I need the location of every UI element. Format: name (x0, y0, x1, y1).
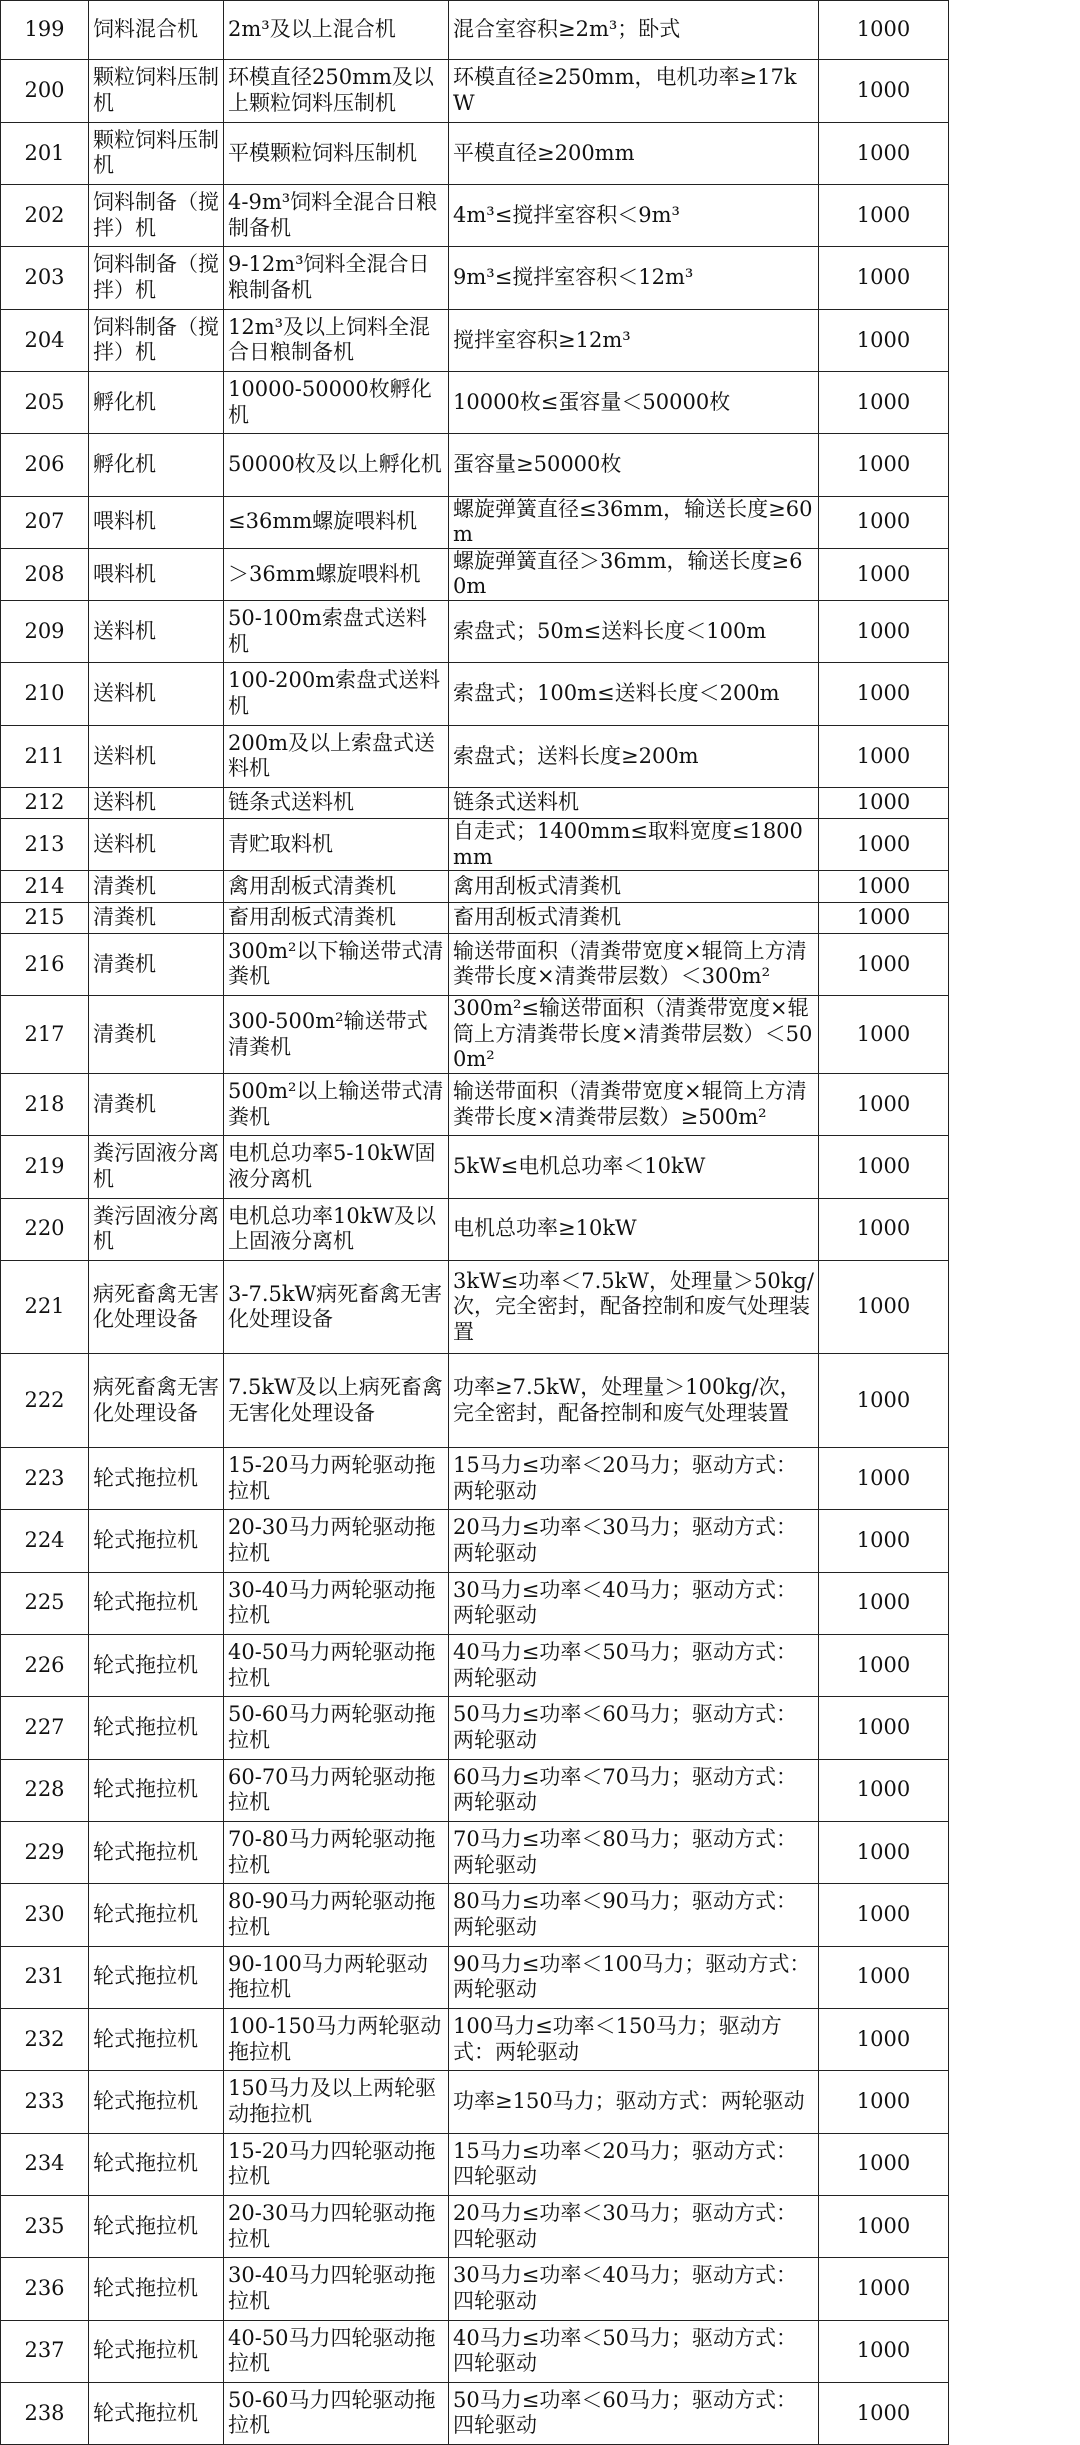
row-number: 224 (1, 1510, 89, 1572)
subsidy-amount: 1000 (819, 1697, 949, 1759)
spec-description: 搅拌室容积≥12m³ (449, 309, 819, 371)
spec-description: 15马力≤功率＜20马力；驱动方式：两轮驱动 (449, 1447, 819, 1509)
table-row (1, 309, 949, 371)
machine-item: 50-60马力两轮驱动拖拉机 (224, 1697, 449, 1759)
machine-category: 清粪机 (89, 933, 224, 995)
subsidy-amount: 1000 (819, 725, 949, 787)
machine-category: 轮式拖拉机 (89, 2008, 224, 2070)
spec-description: 输送带面积（清粪带宽度×辊筒上方清粪带长度×清粪带层数）≥500m² (449, 1073, 819, 1135)
machine-category: 送料机 (89, 725, 224, 787)
table-row (1, 1447, 949, 1509)
subsidy-amount: 1000 (819, 2071, 949, 2133)
row-number: 202 (1, 185, 89, 247)
table-row (1, 548, 949, 600)
row-number: 209 (1, 601, 89, 663)
spec-description: 300m²≤输送带面积（清粪带宽度×辊筒上方清粪带长度×清粪带层数）＜500m² (449, 996, 819, 1074)
row-number: 211 (1, 725, 89, 787)
machine-category: 孵化机 (89, 372, 224, 434)
subsidy-amount: 1000 (819, 2133, 949, 2195)
table-row (1, 871, 949, 902)
subsidy-amount: 1000 (819, 548, 949, 600)
machine-category: 轮式拖拉机 (89, 1821, 224, 1883)
row-number: 231 (1, 1946, 89, 2008)
subsidy-amount: 1000 (819, 1447, 949, 1509)
table-row (1, 2133, 949, 2195)
spec-description: 40马力≤功率＜50马力；驱动方式：四轮驱动 (449, 2320, 819, 2382)
subsidy-amount: 1000 (819, 1354, 949, 1448)
machine-item: 9-12m³饲料全混合日粮制备机 (224, 247, 449, 309)
machine-category: 轮式拖拉机 (89, 1884, 224, 1946)
spec-description: 50马力≤功率＜60马力；驱动方式：两轮驱动 (449, 1697, 819, 1759)
machine-item: 30-40马力四轮驱动拖拉机 (224, 2258, 449, 2320)
row-number: 233 (1, 2071, 89, 2133)
machine-category: 清粪机 (89, 871, 224, 902)
machine-item: 7.5kW及以上病死畜禽无害化处理设备 (224, 1354, 449, 1448)
machine-item: 50000枚及以上孵化机 (224, 434, 449, 496)
spec-description: 60马力≤功率＜70马力；驱动方式：两轮驱动 (449, 1759, 819, 1821)
spec-description: 15马力≤功率＜20马力；驱动方式：四轮驱动 (449, 2133, 819, 2195)
machine-category: 颗粒饲料压制机 (89, 60, 224, 122)
row-number: 203 (1, 247, 89, 309)
machine-category: 病死畜禽无害化处理设备 (89, 1260, 224, 1354)
subsidy-amount: 1000 (819, 60, 949, 122)
table-row (1, 996, 949, 1074)
machine-item: 20-30马力两轮驱动拖拉机 (224, 1510, 449, 1572)
spec-description: 混合室容积≥2m³；卧式 (449, 1, 819, 60)
spec-description: 自走式；1400mm≤取料宽度≤1800mm (449, 819, 819, 871)
table-row (1, 1884, 949, 1946)
table-row (1, 1510, 949, 1572)
machine-category: 轮式拖拉机 (89, 1447, 224, 1509)
machine-item: 禽用刮板式清粪机 (224, 871, 449, 902)
table-row (1, 902, 949, 933)
spec-description: 4m³≤搅拌室容积＜9m³ (449, 185, 819, 247)
spec-description: 输送带面积（清粪带宽度×辊筒上方清粪带长度×清粪带层数）＜300m² (449, 933, 819, 995)
row-number: 228 (1, 1759, 89, 1821)
table-row (1, 1946, 949, 2008)
table-row (1, 60, 949, 122)
subsidy-amount: 1000 (819, 372, 949, 434)
machine-category: 喂料机 (89, 548, 224, 600)
machine-item: 60-70马力两轮驱动拖拉机 (224, 1759, 449, 1821)
subsidy-amount: 1000 (819, 2258, 949, 2320)
spec-description: 70马力≤功率＜80马力；驱动方式：两轮驱动 (449, 1821, 819, 1883)
machine-item: 链条式送料机 (224, 788, 449, 819)
machine-item: 40-50马力两轮驱动拖拉机 (224, 1634, 449, 1696)
machine-category: 喂料机 (89, 496, 224, 548)
table-row (1, 1136, 949, 1198)
table-row (1, 1697, 949, 1759)
table-row (1, 2008, 949, 2070)
spec-description: 9m³≤搅拌室容积＜12m³ (449, 247, 819, 309)
row-number: 219 (1, 1136, 89, 1198)
machine-item: 电机总功率5-10kW固液分离机 (224, 1136, 449, 1198)
table-row (1, 2320, 949, 2382)
spec-description: 功率≥7.5kW，处理量＞100kg/次，完全密封，配备控制和废气处理装置 (449, 1354, 819, 1448)
machine-category: 轮式拖拉机 (89, 1510, 224, 1572)
table-row (1, 1821, 949, 1883)
table-row (1, 2258, 949, 2320)
machine-category: 清粪机 (89, 1073, 224, 1135)
machine-category: 轮式拖拉机 (89, 2320, 224, 2382)
row-number: 236 (1, 2258, 89, 2320)
row-number: 208 (1, 548, 89, 600)
subsidy-amount: 1000 (819, 601, 949, 663)
machine-item: 500m²以上输送带式清粪机 (224, 1073, 449, 1135)
machine-category: 清粪机 (89, 996, 224, 1074)
subsidy-amount: 1000 (819, 2195, 949, 2257)
subsidy-amount: 1000 (819, 496, 949, 548)
subsidy-amount: 1000 (819, 871, 949, 902)
machine-item: 90-100马力两轮驱动拖拉机 (224, 1946, 449, 2008)
row-number: 227 (1, 1697, 89, 1759)
machine-item: 150马力及以上两轮驱动拖拉机 (224, 2071, 449, 2133)
table-row (1, 1634, 949, 1696)
machine-category: 轮式拖拉机 (89, 1572, 224, 1634)
table-body (1, 1, 949, 2445)
machine-item: 50-100m索盘式送料机 (224, 601, 449, 663)
spec-description: 平模直径≥200mm (449, 122, 819, 184)
table-row (1, 1073, 949, 1135)
machine-item: 10000-50000枚孵化机 (224, 372, 449, 434)
table-row (1, 1198, 949, 1260)
machine-item: 100-150马力两轮驱动拖拉机 (224, 2008, 449, 2070)
machine-item: ≤36mm螺旋喂料机 (224, 496, 449, 548)
subsidy-amount: 1000 (819, 247, 949, 309)
machine-category: 颗粒饲料压制机 (89, 122, 224, 184)
machine-category: 粪污固液分离机 (89, 1136, 224, 1198)
row-number: 222 (1, 1354, 89, 1448)
machine-category: 饲料制备（搅拌）机 (89, 185, 224, 247)
row-number: 217 (1, 996, 89, 1074)
table-row (1, 2195, 949, 2257)
row-number: 213 (1, 819, 89, 871)
machine-item: 300m²以下输送带式清粪机 (224, 933, 449, 995)
machine-category: 送料机 (89, 601, 224, 663)
machine-category: 饲料制备（搅拌）机 (89, 309, 224, 371)
subsidy-amount: 1000 (819, 2382, 949, 2444)
machine-category: 饲料混合机 (89, 1, 224, 60)
subsidy-amount: 1000 (819, 1, 949, 60)
spec-description: 蛋容量≥50000枚 (449, 434, 819, 496)
row-number: 212 (1, 788, 89, 819)
table-row (1, 122, 949, 184)
machine-category: 送料机 (89, 663, 224, 725)
spec-description: 5kW≤电机总功率＜10kW (449, 1136, 819, 1198)
machine-category: 轮式拖拉机 (89, 1634, 224, 1696)
table-row (1, 1260, 949, 1354)
spec-description: 100马力≤功率＜150马力；驱动方式：两轮驱动 (449, 2008, 819, 2070)
row-number: 223 (1, 1447, 89, 1509)
spec-description: 30马力≤功率＜40马力；驱动方式：四轮驱动 (449, 2258, 819, 2320)
row-number: 204 (1, 309, 89, 371)
spec-description: 功率≥150马力；驱动方式：两轮驱动 (449, 2071, 819, 2133)
table-row (1, 1759, 949, 1821)
machine-category: 轮式拖拉机 (89, 2195, 224, 2257)
machine-item: 畜用刮板式清粪机 (224, 902, 449, 933)
machine-category: 孵化机 (89, 434, 224, 496)
row-number: 214 (1, 871, 89, 902)
row-number: 230 (1, 1884, 89, 1946)
row-number: 218 (1, 1073, 89, 1135)
machine-item: 200m及以上索盘式送料机 (224, 725, 449, 787)
subsidy-amount: 1000 (819, 1198, 949, 1260)
machine-item: 15-20马力四轮驱动拖拉机 (224, 2133, 449, 2195)
table-row (1, 2382, 949, 2444)
row-number: 220 (1, 1198, 89, 1260)
machine-category: 轮式拖拉机 (89, 2382, 224, 2444)
machine-item: 12m³及以上饲料全混合日粮制备机 (224, 309, 449, 371)
spec-description: 3kW≤功率＜7.5kW，处理量＞50kg/次，完全密封，配备控制和废气处理装置 (449, 1260, 819, 1354)
row-number: 216 (1, 933, 89, 995)
row-number: 205 (1, 372, 89, 434)
machine-item: 80-90马力两轮驱动拖拉机 (224, 1884, 449, 1946)
machine-item: 青贮取料机 (224, 819, 449, 871)
spec-description: 索盘式；50m≤送料长度＜100m (449, 601, 819, 663)
machine-item: 30-40马力两轮驱动拖拉机 (224, 1572, 449, 1634)
subsidy-amount: 1000 (819, 1136, 949, 1198)
table-row (1, 933, 949, 995)
spec-description: 80马力≤功率＜90马力；驱动方式：两轮驱动 (449, 1884, 819, 1946)
subsidy-amount: 1000 (819, 1260, 949, 1354)
row-number: 238 (1, 2382, 89, 2444)
subsidy-amount: 1000 (819, 122, 949, 184)
machine-item: 3-7.5kW病死畜禽无害化处理设备 (224, 1260, 449, 1354)
table-row (1, 663, 949, 725)
subsidy-amount: 1000 (819, 1759, 949, 1821)
row-number: 199 (1, 1, 89, 60)
machine-category: 轮式拖拉机 (89, 1946, 224, 2008)
spec-description: 环模直径≥250mm，电机功率≥17kW (449, 60, 819, 122)
row-number: 225 (1, 1572, 89, 1634)
machine-item: 50-60马力四轮驱动拖拉机 (224, 2382, 449, 2444)
subsidy-amount: 1000 (819, 309, 949, 371)
table-row (1, 496, 949, 548)
machine-item: 40-50马力四轮驱动拖拉机 (224, 2320, 449, 2382)
table-row (1, 725, 949, 787)
machine-category: 粪污固液分离机 (89, 1198, 224, 1260)
spec-description: 畜用刮板式清粪机 (449, 902, 819, 933)
row-number: 235 (1, 2195, 89, 2257)
machine-item: 平模颗粒饲料压制机 (224, 122, 449, 184)
machine-item: 15-20马力两轮驱动拖拉机 (224, 1447, 449, 1509)
subsidy-amount: 1000 (819, 933, 949, 995)
spec-description: 禽用刮板式清粪机 (449, 871, 819, 902)
spec-description: 50马力≤功率＜60马力；驱动方式：四轮驱动 (449, 2382, 819, 2444)
spec-description: 电机总功率≥10kW (449, 1198, 819, 1260)
subsidy-amount: 1000 (819, 434, 949, 496)
row-number: 229 (1, 1821, 89, 1883)
spec-description: 螺旋弹簧直径≤36mm，输送长度≥60m (449, 496, 819, 548)
machine-category: 轮式拖拉机 (89, 1759, 224, 1821)
table-row (1, 819, 949, 871)
subsidy-amount: 1000 (819, 1634, 949, 1696)
row-number: 215 (1, 902, 89, 933)
machine-item: 4-9m³饲料全混合日粮制备机 (224, 185, 449, 247)
subsidy-amount: 1000 (819, 902, 949, 933)
machine-category: 送料机 (89, 819, 224, 871)
machine-category: 轮式拖拉机 (89, 1697, 224, 1759)
spec-description: 20马力≤功率＜30马力；驱动方式：四轮驱动 (449, 2195, 819, 2257)
table-row (1, 1, 949, 60)
machine-item: 300-500m²输送带式清粪机 (224, 996, 449, 1074)
subsidy-amount: 1000 (819, 1884, 949, 1946)
spec-description: 90马力≤功率＜100马力；驱动方式：两轮驱动 (449, 1946, 819, 2008)
spec-description: 链条式送料机 (449, 788, 819, 819)
subsidy-amount: 1000 (819, 819, 949, 871)
subsidy-amount: 1000 (819, 2008, 949, 2070)
machine-item: 100-200m索盘式送料机 (224, 663, 449, 725)
subsidy-amount: 1000 (819, 1510, 949, 1572)
table-row (1, 1572, 949, 1634)
row-number: 206 (1, 434, 89, 496)
machine-category: 清粪机 (89, 902, 224, 933)
machine-category: 轮式拖拉机 (89, 2258, 224, 2320)
spec-description: 10000枚≤蛋容量＜50000枚 (449, 372, 819, 434)
machine-item: 2m³及以上混合机 (224, 1, 449, 60)
subsidy-amount: 1000 (819, 663, 949, 725)
table-row (1, 185, 949, 247)
subsidy-amount: 1000 (819, 1572, 949, 1634)
machine-item: 电机总功率10kW及以上固液分离机 (224, 1198, 449, 1260)
machine-item: 70-80马力两轮驱动拖拉机 (224, 1821, 449, 1883)
spec-description: 索盘式；100m≤送料长度＜200m (449, 663, 819, 725)
row-number: 232 (1, 2008, 89, 2070)
row-number: 226 (1, 1634, 89, 1696)
spec-description: 索盘式；送料长度≥200m (449, 725, 819, 787)
table-row (1, 247, 949, 309)
subsidy-amount: 1000 (819, 1946, 949, 2008)
subsidy-amount: 1000 (819, 1821, 949, 1883)
subsidy-amount: 1000 (819, 1073, 949, 1135)
machine-item: 20-30马力四轮驱动拖拉机 (224, 2195, 449, 2257)
machine-item: 环模直径250mm及以上颗粒饲料压制机 (224, 60, 449, 122)
machine-category: 轮式拖拉机 (89, 2071, 224, 2133)
table-row (1, 372, 949, 434)
subsidy-amount: 1000 (819, 185, 949, 247)
subsidy-amount: 1000 (819, 788, 949, 819)
machine-category: 病死畜禽无害化处理设备 (89, 1354, 224, 1448)
machine-category: 轮式拖拉机 (89, 2133, 224, 2195)
row-number: 234 (1, 2133, 89, 2195)
table-row (1, 788, 949, 819)
row-number: 200 (1, 60, 89, 122)
table-row (1, 1354, 949, 1448)
row-number: 210 (1, 663, 89, 725)
spec-description: 30马力≤功率＜40马力；驱动方式：两轮驱动 (449, 1572, 819, 1634)
machine-item: ＞36mm螺旋喂料机 (224, 548, 449, 600)
row-number: 237 (1, 2320, 89, 2382)
table-row (1, 434, 949, 496)
row-number: 221 (1, 1260, 89, 1354)
table-row (1, 2071, 949, 2133)
spec-description: 40马力≤功率＜50马力；驱动方式：两轮驱动 (449, 1634, 819, 1696)
row-number: 207 (1, 496, 89, 548)
row-number: 201 (1, 122, 89, 184)
spec-description: 20马力≤功率＜30马力；驱动方式：两轮驱动 (449, 1510, 819, 1572)
table-row (1, 601, 949, 663)
spec-description: 螺旋弹簧直径＞36mm，输送长度≥60m (449, 548, 819, 600)
machine-category: 饲料制备（搅拌）机 (89, 247, 224, 309)
subsidy-amount: 1000 (819, 2320, 949, 2382)
machine-category: 送料机 (89, 788, 224, 819)
subsidy-amount: 1000 (819, 996, 949, 1074)
